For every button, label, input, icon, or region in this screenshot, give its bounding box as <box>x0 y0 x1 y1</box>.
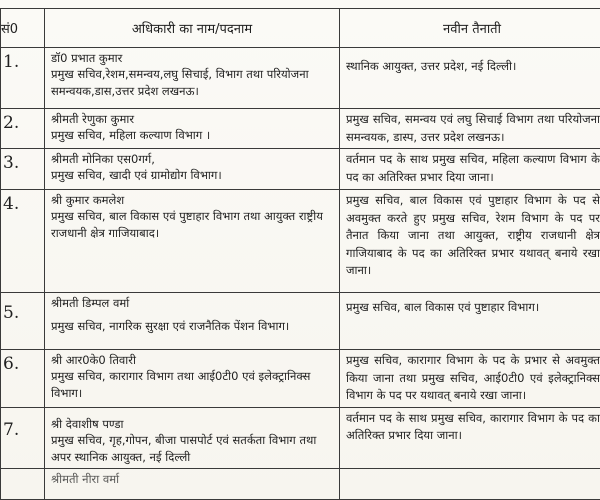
serial-cell <box>1 149 45 190</box>
officer-name: श्री आर0के0 तिवारी <box>51 353 136 367</box>
officer-designation: प्रमुख सचिव, कारागार विभाग तथा आई0टी0 एवं इलेक्ट्रानिक्स विभाग। <box>51 369 311 400</box>
header-officer: अधिकारी का नाम/पदनाम <box>45 9 340 48</box>
new-posting: प्रमुख सचिव, बाल विकास एवं पुष्टाहार विभाग के पद से अवमुक्त करते हुए प्रमुख सचिव, रेशम विभाग के पद पर तैनात किया जाना तथा आयुक्त, राष्ट्रीय राजधानी क्षेत्र गाजियाबाद के पद का अतिरिक्त प्रभार यथावत् बनाये रखा जाना। <box>346 193 600 277</box>
officer-name: डॉ0 प्रभात कुमार <box>51 51 123 65</box>
serial-number: 7. <box>3 419 20 440</box>
header-serial: सं0 <box>1 9 45 48</box>
officer-designation: प्रमुख सचिव, बाल विकास एवं पुष्टाहार विभाग तथा आयुक्त राष्ट्रीय राजधानी क्षेत्र गाजियाबाद। <box>51 209 323 240</box>
table-row <box>1 48 600 109</box>
serial-cell <box>1 468 45 499</box>
officer-designation: प्रमुख सचिव, गृह,गोपन, बीजा पासपोर्ट एवं सतर्कता विभाग तथा अपर स्थानिक आयुक्त, नई दिल्ली <box>51 432 317 464</box>
officer-cell <box>45 407 340 468</box>
officer-cell <box>45 109 340 149</box>
serial-number: 5. <box>3 303 20 323</box>
posting-cell <box>340 293 600 350</box>
table-row <box>1 190 600 293</box>
officer-cell <box>45 293 340 350</box>
serial-cell <box>1 407 45 468</box>
new-posting: प्रमुख सचिव, कारागार विभाग के पद के प्रभार से अवमुक्त किया जाना तथा प्रमुख सचिव, आई0टी0 एवं इलेक्ट्रानिक्स विभाग के पद पर यथावत् बनाये रखा जाना। <box>346 353 600 402</box>
new-posting: प्रमुख सचिव, बाल विकास एवं पुष्टाहार विभाग। <box>346 300 540 314</box>
table-row <box>1 407 600 468</box>
officer-name: श्रीमती मोनिका एस0गर्ग, <box>51 152 155 166</box>
table-header-row <box>1 9 600 48</box>
posting-cell <box>340 468 600 499</box>
new-posting: वर्तमान पद के साथ प्रमुख सचिव, कारागार विभाग के पद का अतिरिक्त प्रभार दिया जाना। <box>346 410 600 442</box>
officer-name: श्रीमती नीरा वर्मा <box>51 471 120 486</box>
serial-cell <box>1 293 45 350</box>
posting-cell <box>340 109 600 149</box>
posting-cell <box>340 48 600 109</box>
officer-cell <box>45 468 340 499</box>
new-posting: प्रमुख सचिव, समन्वय एवं लघु सिचाई विभाग तथा परियोजना समन्वयक, डास्प, उत्तर प्रदेश लखनऊ। <box>346 112 600 144</box>
new-posting: वर्तमान पद के साथ प्रमुख सचिव, महिला कल्याण विभाग के पद का अतिरिक्त प्रभार दिया जाना। <box>346 152 600 184</box>
officer-name: श्री कुमार कमलेश <box>51 193 125 207</box>
serial-number: 2. <box>3 113 20 133</box>
officer-designation: प्रमुख सचिव, खादी एवं ग्रामोद्योग विभाग। <box>51 168 222 182</box>
serial-cell <box>1 109 45 149</box>
serial-cell <box>1 48 45 109</box>
officer-designation: प्रमुख सचिव, नागरिक सुरक्षा एवं राजनैतिक पेंशन विभाग। <box>51 319 290 333</box>
officer-cell <box>45 190 340 293</box>
officer-name: श्रीमती रेणुका कुमार <box>51 112 135 126</box>
header-posting: नवीन तैनाती <box>340 9 600 48</box>
officer-designation: प्रमुख सचिव, महिला कल्याण विभाग । <box>51 128 211 142</box>
posting-table <box>0 8 600 500</box>
serial-number: 1. <box>3 52 20 72</box>
table-row <box>1 350 600 408</box>
officer-cell <box>45 149 340 190</box>
serial-number: 3. <box>3 153 20 173</box>
officer-designation <box>45 487 339 489</box>
posting-cell <box>340 407 600 468</box>
serial-cell <box>1 190 45 293</box>
table-row <box>1 149 600 190</box>
table-row <box>1 109 600 149</box>
new-posting: स्थानिक आयुक्त, उत्तर प्रदेश, नई दिल्ली। <box>346 59 517 73</box>
serial-cell <box>1 350 45 408</box>
officer-name: श्री देवाशीष पण्डा <box>51 416 124 431</box>
officer-cell <box>45 350 340 408</box>
new-posting <box>340 469 600 473</box>
officer-cell <box>45 48 340 109</box>
serial-number: 6. <box>3 354 20 374</box>
table-row <box>1 293 600 350</box>
posting-cell <box>340 190 600 293</box>
posting-cell <box>340 350 600 408</box>
officer-designation: प्रमुख सचिव,रेशम,समन्वय,लघु सिचाई, विभाग तथा परियोजना समन्वयक,डास,उत्तर प्रदेश लखनऊ। <box>51 67 309 98</box>
posting-cell <box>340 149 600 190</box>
serial-number: 4. <box>3 194 20 214</box>
table-row <box>1 468 600 499</box>
serial-number <box>1 469 44 473</box>
officer-name: श्रीमती डिम्पल वर्मा <box>51 296 130 310</box>
